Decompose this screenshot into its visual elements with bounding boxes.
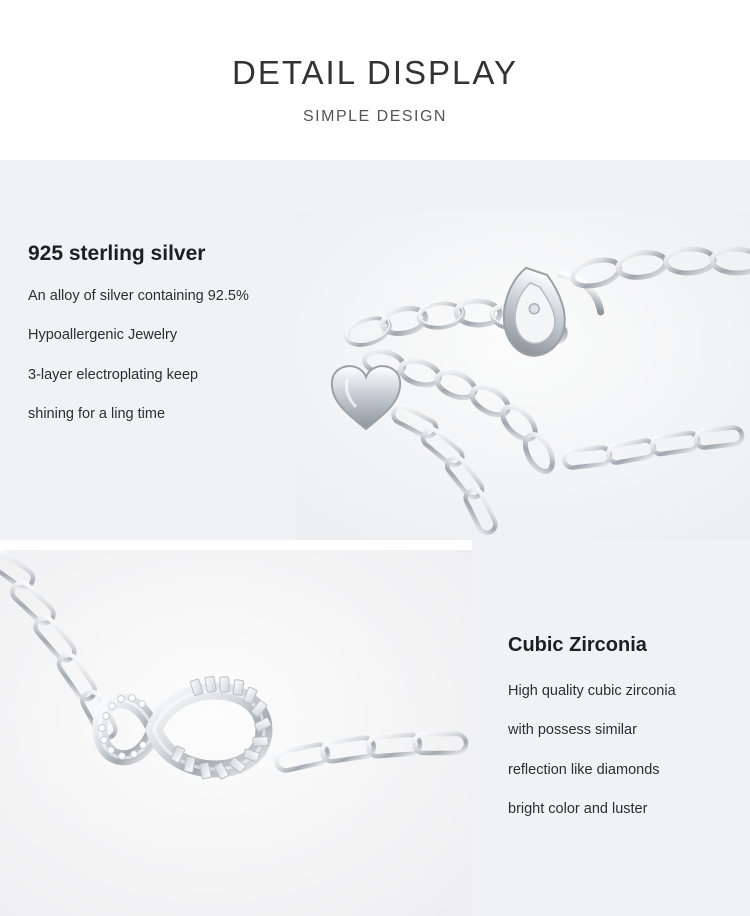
sterling-silver-line-1: An alloy of silver containing 92.5% xyxy=(28,288,249,304)
page-subtitle: SIMPLE DESIGN xyxy=(303,108,447,125)
cubic-zirconia-line-2: with possess similar xyxy=(508,722,637,739)
page-header xyxy=(0,0,750,160)
sterling-silver-line-4: shining for a ling time xyxy=(28,406,166,423)
sterling-silver-text-block xyxy=(28,242,303,424)
page-title: DETAIL DISPLAY xyxy=(232,54,518,91)
section-sterling-silver xyxy=(0,160,750,540)
cubic-zirconia-line-3: reflection like diamonds xyxy=(508,761,660,778)
cubic-zirconia-heading: Cubic Zirconia xyxy=(508,634,647,656)
bracelet-clasp-photo xyxy=(296,213,750,540)
sterling-silver-line-2: Hypoallergenic Jewelry xyxy=(28,327,178,344)
sterling-silver-line-3: 3-layer electroplating keep xyxy=(28,366,199,383)
cubic-zirconia-line-4: bright color and luster xyxy=(508,801,648,818)
cubic-zirconia-panel xyxy=(472,540,750,916)
infinity-charm-photo xyxy=(0,550,472,916)
section-cubic-zirconia xyxy=(0,540,750,916)
sterling-silver-heading: 925 sterling silver xyxy=(28,242,206,265)
cubic-zirconia-line-1: High quality cubic zirconia xyxy=(508,683,676,699)
cubic-zirconia-text-block xyxy=(508,634,738,819)
